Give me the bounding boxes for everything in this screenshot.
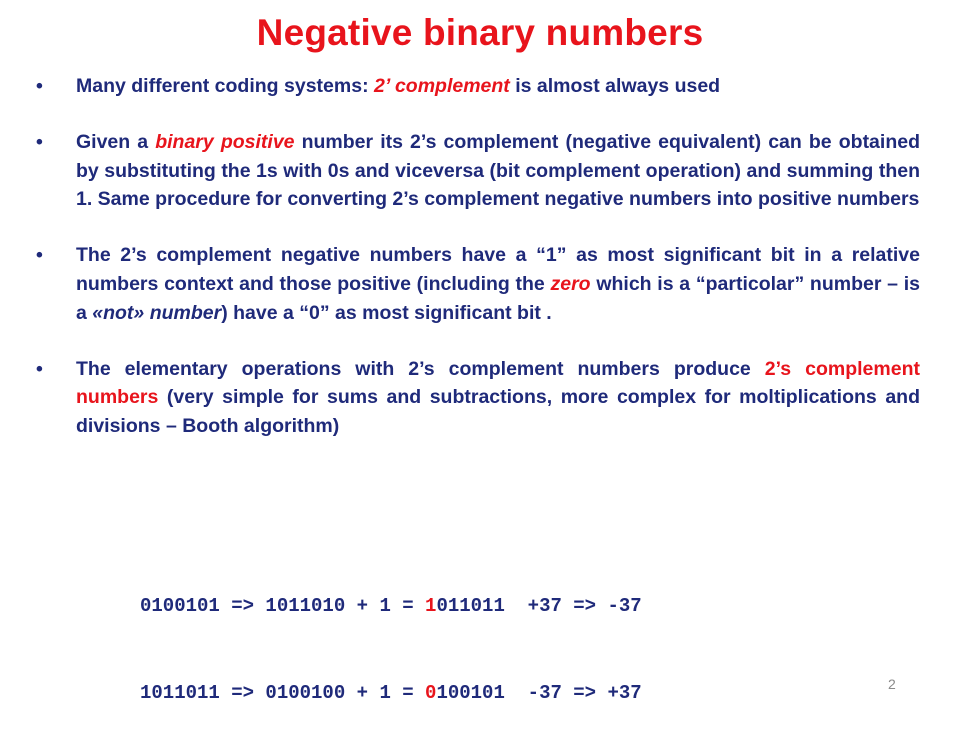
code-text: 0100101 => 1011010 + 1 = xyxy=(140,595,426,617)
msb-digit: 0 xyxy=(425,682,437,704)
bullet-item xyxy=(36,355,920,441)
highlight-term: binary positive xyxy=(155,130,295,153)
bullet-text: ) have a “0” as most significant bit . xyxy=(221,301,552,324)
slide-title: Negative binary numbers xyxy=(256,12,704,53)
italic-term: «not» number xyxy=(92,301,222,324)
bullet-dot-icon: • xyxy=(36,244,43,267)
bullet-text: The elementary operations with 2’s complement numbers produce xyxy=(76,357,765,380)
bullet-text: number its 2’s complement (negative equivalent) can be obtained by substituting the 1s with 0s and viceversa (bit complement operation) and summing then 1. Same procedure for converting 2’s complement negative numbers into positive numbers xyxy=(76,130,920,211)
bullet-item xyxy=(36,241,920,327)
code-text: 100101 -37 => +37 xyxy=(436,682,642,704)
highlight-term: 2’s complement numbers xyxy=(76,357,920,409)
highlight-term: zero xyxy=(550,272,591,295)
bullet-dot-icon: • xyxy=(36,130,43,153)
code-text: 1011011 => 0100100 + 1 = xyxy=(140,682,426,704)
bullet-item xyxy=(36,72,920,101)
code-example xyxy=(140,534,642,737)
code-line xyxy=(140,592,642,621)
bullet-list xyxy=(36,72,920,441)
bullet-text: Given a xyxy=(76,130,156,153)
bullet-text: Many different coding systems: xyxy=(76,75,374,97)
bullet-dot-icon: • xyxy=(36,75,43,97)
bullet-dot-icon: • xyxy=(36,357,43,380)
bullet-text: The 2’s complement negative numbers have a “1” as most significant bit in a relative numbers context and those positive (including the xyxy=(76,244,920,295)
bullet-text: is almost always used xyxy=(509,75,721,97)
highlight-term: 2’ complement xyxy=(373,75,510,97)
code-text: 011011 +37 => -37 xyxy=(436,595,642,617)
msb-digit: 1 xyxy=(425,595,437,617)
bullet-text: which is a “particolar” number – is a xyxy=(76,272,920,324)
page-number: 2 xyxy=(888,676,896,692)
bullet-item xyxy=(36,128,920,214)
bullet-text: (very simple for sums and subtractions, more complex for moltiplications and divisions – Booth algorithm) xyxy=(76,386,920,438)
code-line xyxy=(140,679,642,708)
